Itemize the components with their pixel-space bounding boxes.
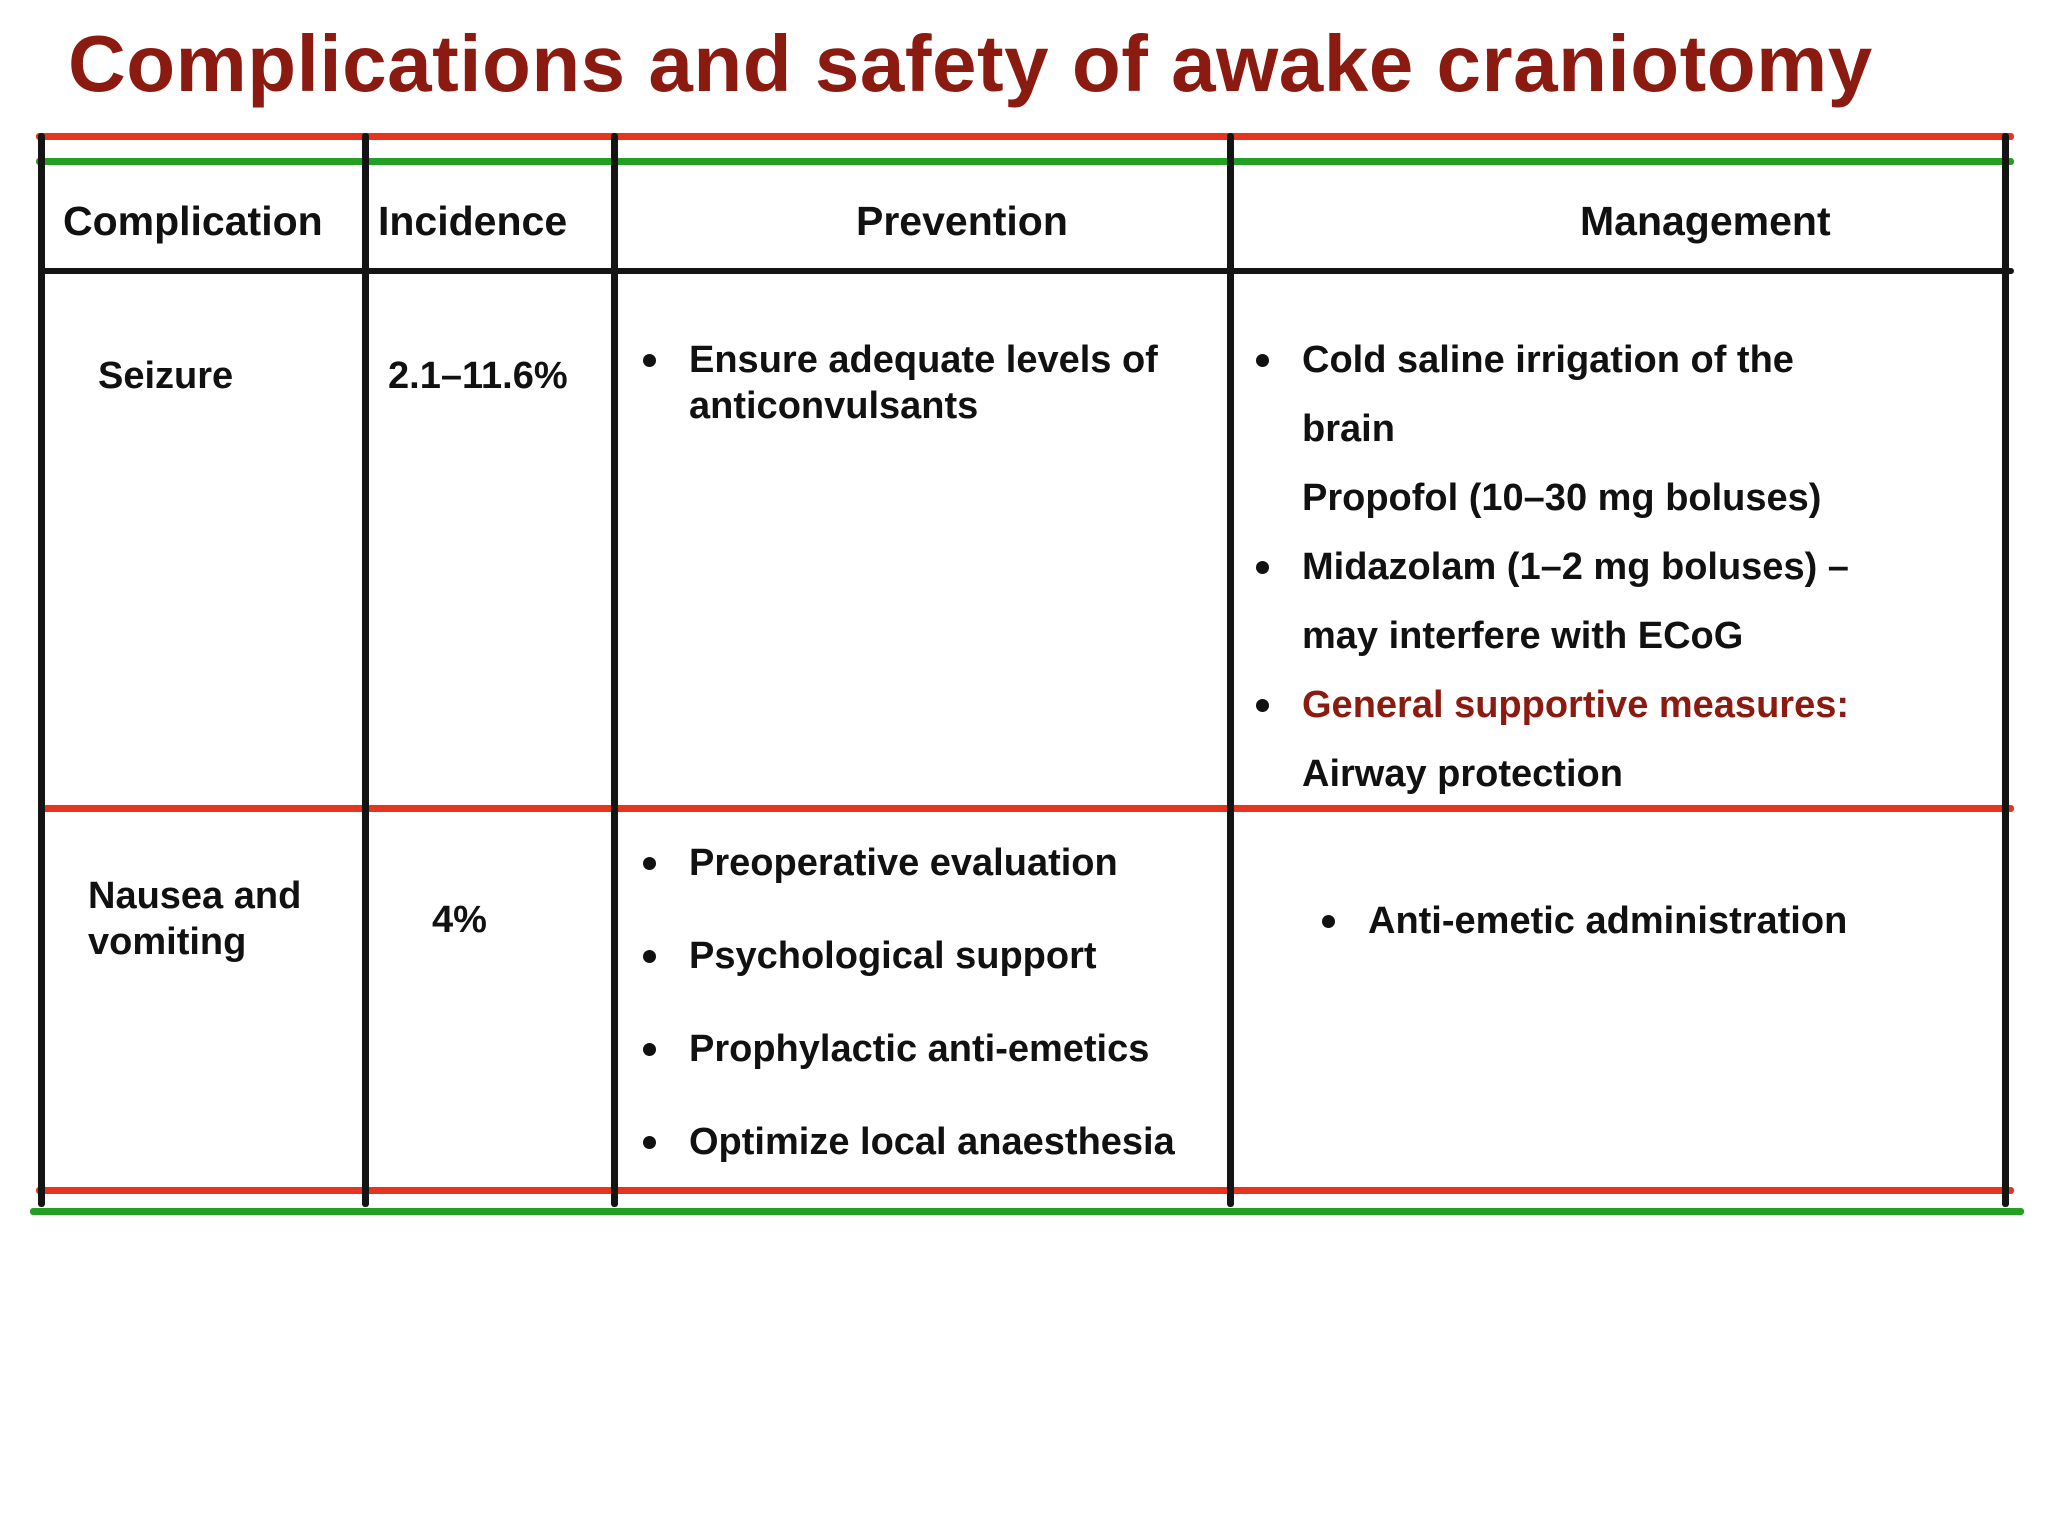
- row-nausea-incidence: 4%: [432, 899, 487, 941]
- header-bottom-rule: [40, 268, 2014, 274]
- row-seizure-complication: Seizure: [98, 355, 234, 397]
- slide-title: Complications and safety of awake craniotomy: [68, 19, 1873, 108]
- column-border-right: [2002, 133, 2009, 1207]
- table-top-red-rule: [36, 133, 2014, 140]
- list-item-continuation: Airway protection: [1302, 753, 1623, 795]
- header-incidence: Incidence: [378, 198, 568, 244]
- row-seizure-prevention-list: [643, 337, 1163, 429]
- row-nausea-prevention-list: [643, 840, 1223, 1212]
- row-nausea-management-list: [1322, 898, 1982, 944]
- list-item-highlight: General supportive measures:: [1256, 671, 1976, 740]
- header-complication: Complication: [63, 198, 323, 244]
- list-item: Cold saline irrigation of the: [1256, 326, 1976, 395]
- column-border-left: [38, 133, 45, 1207]
- list-item: Psychological support: [643, 933, 1223, 979]
- list-item: Prophylactic anti-emetics: [643, 1026, 1223, 1072]
- list-item: Optimize local anaesthesia: [643, 1119, 1223, 1165]
- list-item-continuation: may interfere with ECoG: [1302, 615, 1744, 657]
- list-item: Anti-emetic administration: [1322, 898, 1982, 944]
- header-prevention: Prevention: [856, 198, 1068, 244]
- list-item: Midazolam (1–2 mg boluses) –: [1256, 533, 1976, 602]
- list-item-continuation: brain: [1302, 408, 1395, 450]
- list-item: Preoperative evaluation: [643, 840, 1223, 886]
- row-seizure-incidence: 2.1–11.6%: [388, 355, 568, 397]
- list-item: Ensure adequate levels of anticonvulsants: [643, 337, 1163, 429]
- column-border-2: [611, 133, 618, 1207]
- row-nausea-complication: Nausea and vomiting: [88, 875, 302, 963]
- table-top-green-rule: [36, 158, 2014, 165]
- column-border-1: [362, 133, 369, 1207]
- row-seizure-management-list: [1256, 326, 1976, 809]
- column-border-3: [1227, 133, 1234, 1207]
- header-management: Management: [1580, 198, 1831, 244]
- list-item-continuation: Propofol (10–30 mg boluses): [1302, 477, 1822, 519]
